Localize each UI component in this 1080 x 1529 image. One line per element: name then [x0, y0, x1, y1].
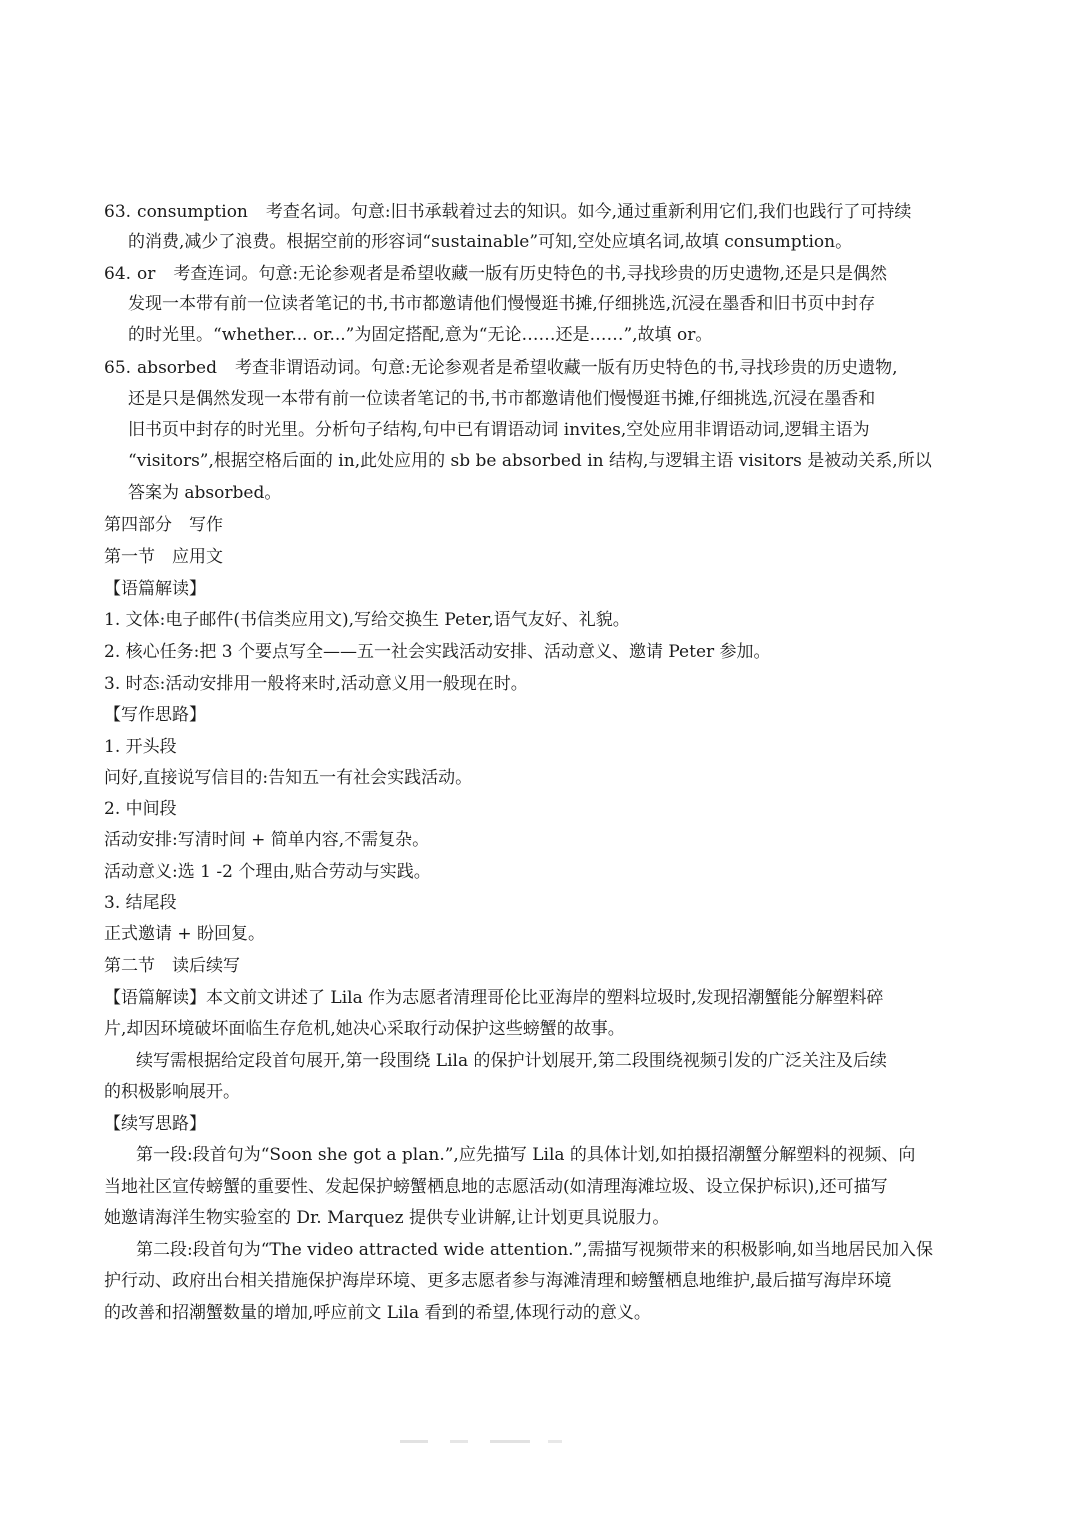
q64-line-2: 发现一本带有前一位读者笔记的书,书市都邀请他们慢慢逛书摊,仔细挑选,沉浸在墨香和旧书页中封存: [128, 294, 876, 314]
writing-step-2-detail-1: 活动安排:写清时间 + 简单内容,不需复杂。: [104, 830, 430, 850]
section1-point-3: 3. 时态:活动安排用一般将来时,活动意义用一般现在时。: [104, 674, 528, 694]
section2-p2-line-1: 第二段:段首句为“The video attracted wide attention.”,需描写视频带来的积极影响,如当地居民加入保: [136, 1240, 934, 1260]
section1-point-1: 1. 文体:电子邮件(书信类应用文),写给交换生 Peter,语气友好、礼貌。: [104, 610, 630, 630]
q63-number: 63.: [104, 202, 132, 222]
q65-line-4: “visitors”,根据空格后面的 in,此处应用的 sb be absorbed in 结构,与逻辑主语 visitors 是被动关系,所以: [128, 451, 932, 471]
section2-p1-line-2: 当地社区宣传螃蟹的重要性、发起保护螃蟹栖息地的志愿活动(如清理海滩垃圾、设立保护标识),还可描写: [104, 1177, 888, 1197]
writing-step-3: 3. 结尾段: [104, 893, 177, 913]
q64-line-3: 的时光里。“whether... or...”为固定搭配,意为“无论……还是……”,故填 or。: [128, 325, 713, 345]
section2-p1-line-3: 她邀请海洋生物实验室的 Dr. Marquez 提供专业讲解,让计划更具说服力。: [104, 1208, 670, 1228]
writing-step-1-detail: 问好,直接说写信目的:告知五一有社会实践活动。: [104, 768, 473, 788]
section2-passage-line-3: 续写需根据给定段首句展开,第一段围绕 Lila 的保护计划展开,第二段围绕视频引发的广泛关注及后续: [136, 1051, 887, 1071]
q63-answer: consumption: [137, 202, 248, 222]
part4-heading: 第四部分 写作: [104, 515, 223, 535]
section1-writing-heading: 【写作思路】: [104, 705, 206, 725]
q63-line-1: [104, 200, 976, 226]
q65-line-2: 还是只是偶然发现一本带有前一位读者笔记的书,书市都邀请他们慢慢逛书摊,仔细挑选,沉浸在墨香和: [128, 389, 876, 409]
section1-title: 第一节 应用文: [104, 547, 223, 567]
q65-answer: absorbed: [137, 358, 217, 378]
section1-passage-heading: 【语篇解读】: [104, 579, 206, 599]
q65-number: 65.: [104, 358, 132, 378]
q65-text-1: 考查非谓语动词。句意:无论参观者是希望收藏一版有历史特色的书,寻找珍贵的历史遗物,: [234, 358, 898, 378]
q63-line-2: 的消费,减少了浪费。根据空前的形容词“sustainable”可知,空处应填名词,故填 consumption。: [128, 232, 853, 252]
footer-smudge: [380, 1436, 600, 1449]
q64-number: 64.: [104, 264, 132, 284]
q65-line-3: 旧书页中封存的时光里。分析句子结构,句中已有谓语动词 invites,空处应用非谓语动词,逻辑主语为: [128, 420, 870, 440]
writing-step-1: 1. 开头段: [104, 737, 177, 757]
writing-step-3-detail: 正式邀请 + 盼回复。: [104, 924, 266, 944]
section2-p2-line-3: 的改善和招潮蟹数量的增加,呼应前文 Lila 看到的希望,体现行动的意义。: [104, 1303, 651, 1323]
q64-answer: or: [137, 264, 156, 284]
q64-text-1: 考查连词。句意:无论参观者是希望收藏一版有历史特色的书,寻找珍贵的历史遗物,还是只是偶然: [173, 264, 887, 284]
writing-step-2-detail-2: 活动意义:选 1 -2 个理由,贴合劳动与实践。: [104, 862, 431, 882]
q64-line-1: [104, 262, 976, 288]
section2-idea-heading: 【续写思路】: [104, 1114, 206, 1134]
section1-point-2: 2. 核心任务:把 3 个要点写全——五一社会实践活动安排、活动意义、邀请 Peter 参加。: [104, 642, 771, 662]
q65-line-1: [104, 356, 976, 382]
writing-step-2: 2. 中间段: [104, 799, 177, 819]
section2-passage-line-2: 片,却因环境破坏面临生存危机,她决心采取行动保护这些螃蟹的故事。: [104, 1019, 625, 1039]
section2-p1-line-1: 第一段:段首句为“Soon she got a plan.”,应先描写 Lila 的具体计划,如拍摄招潮蟹分解塑料的视频、向: [136, 1145, 916, 1165]
section2-passage-line-4: 的积极影响展开。: [104, 1082, 240, 1102]
section2-passage-line-1: 【语篇解读】本文前文讲述了 Lila 作为志愿者清理哥伦比亚海岸的塑料垃圾时,发现招潮蟹能分解塑料碎: [104, 988, 884, 1008]
footer-smudge-graphic: [380, 1438, 580, 1446]
section2-p2-line-2: 护行动、政府出台相关措施保护海岸环境、更多志愿者参与海滩清理和螃蟹栖息地维护,最后描写海岸环境: [104, 1271, 892, 1291]
q63-text-1: 考查名词。句意:旧书承载着过去的知识。如今,通过重新利用它们,我们也践行了可持续: [265, 202, 912, 222]
q65-line-5: 答案为 absorbed。: [128, 483, 282, 503]
section2-title: 第二节 读后续写: [104, 956, 240, 976]
